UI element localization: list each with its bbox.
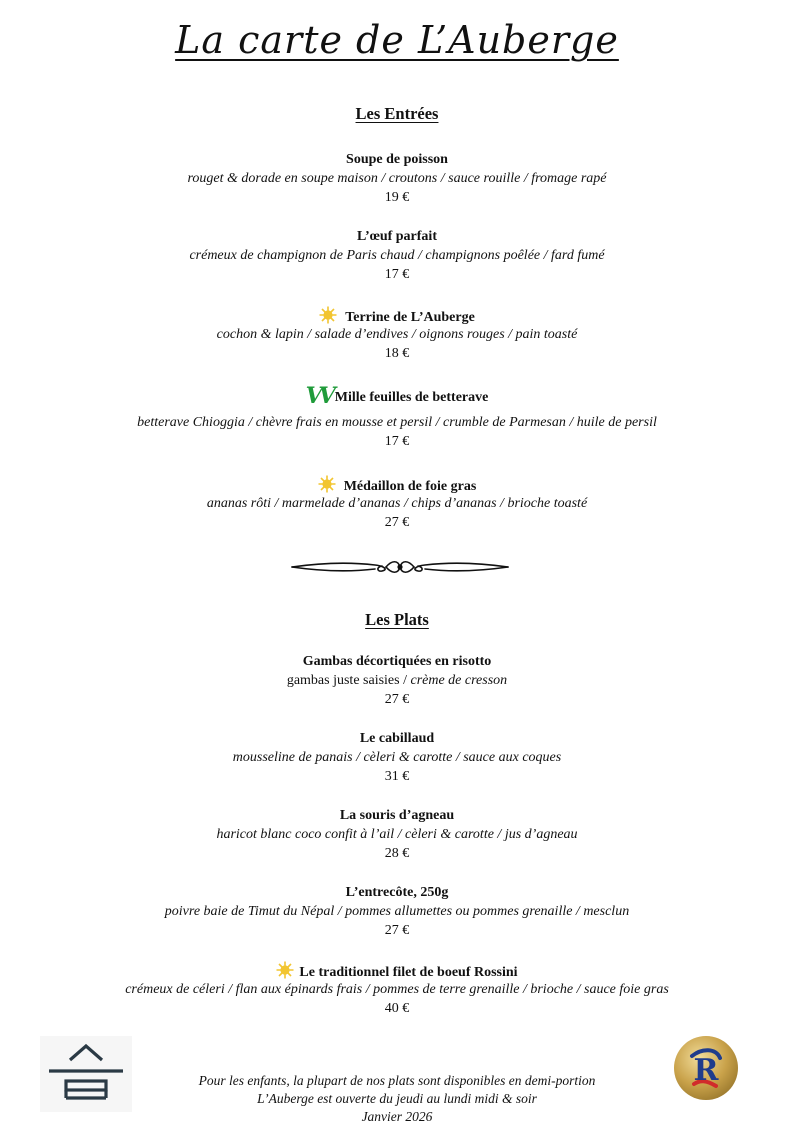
dish-name: Gambas décortiquées en risotto [302,654,492,669]
dish-name: La souris d’agneau [339,808,455,823]
dish-description: mousseline de panais / cèleri & carotte / sauce aux coques [232,750,562,765]
dish-description: ananas rôti / marmelade d’ananas / chips d’ananas / brioche toasté [206,496,588,511]
dish-plat-1 [0,652,794,709]
dish-plat-4 [0,883,794,940]
footer-line-date: Janvier 2026 [361,1109,433,1124]
svg-text:R: R [693,1053,719,1088]
dish-price: 40 € [384,1001,410,1016]
vegetarian-icon: VV [305,383,332,409]
dish-name-row [0,475,794,494]
footer [0,1072,794,1126]
footer-line-hours: L’Auberge est ouverte du jeudi au lundi midi & soir [257,1091,537,1106]
dish-entree-3 [0,306,794,363]
dish-price: 31 € [384,769,410,784]
dish-description: crémeux de céleri / flan aux épinards frais / pommes de terre grenaille / brioche / sauce foie gras [125,982,669,997]
dish-price: 27 € [384,515,410,530]
dish-name-row [0,383,794,413]
section-title-plats: Les Plats [365,610,429,629]
ornamental-divider [290,556,510,578]
dish-name: Le cabillaud [359,731,435,746]
dish-entree-5 [0,475,794,532]
dish-plat-2 [0,729,794,786]
dish-description-plain: gambas juste saisies / [286,673,411,688]
dish-description: haricot blanc coco confit à l’ail / cèleri & carotte / jus d’agneau [216,827,578,842]
dish-plat-3 [0,806,794,863]
dish-description-row [0,671,794,690]
page-title: La carte de L’Auberge [175,18,619,62]
dish-plat-5 [0,961,794,1018]
dish-name: Médaillon de foie gras [343,479,477,494]
dish-description: betterave Chioggia / chèvre frais en mousse et persil / crumble de Parmesan / huile de persil [137,415,657,430]
sun-icon [318,475,336,493]
dish-entree-2 [0,227,794,284]
dish-name: Le traditionnel filet de boeuf Rossini [299,965,518,980]
section-title-entrees: Les Entrées [355,104,439,123]
dish-price: 17 € [384,267,410,282]
dish-name: L’œuf parfait [357,229,437,244]
dish-name: Mille feuilles de betterave [334,390,489,405]
dish-price: 27 € [384,923,410,938]
dish-price: 19 € [384,190,410,205]
dish-entree-4 [0,383,794,451]
dish-name-row [0,306,794,325]
dish-price: 28 € [384,846,410,861]
dish-name: L’entrecôte, 250g [345,885,449,900]
dish-description: crème de cresson [410,673,508,688]
dish-description: rouget & dorade en soupe maison / croutons / sauce rouille / fromage rapé [187,171,607,186]
dish-price: 17 € [384,434,410,449]
dish-name: Terrine de L’Auberge [345,310,475,325]
dish-description: poivre baie de Timut du Népal / pommes allumettes ou pommes grenaille / mesclun [164,904,630,919]
dish-name-row [0,961,794,980]
footer-line-children: Pour les enfants, la plupart de nos plats sont disponibles en demi-portion [198,1073,596,1088]
dish-entree-1 [0,150,794,207]
dish-price: 27 € [384,692,410,707]
dish-description: crémeux de champignon de Paris chaud / champignons poêlée / fard fumé [189,248,605,263]
dish-description: cochon & lapin / salade d’endives / oignons rouges / pain toasté [216,327,578,342]
sun-icon [319,306,337,324]
dish-price: 18 € [384,346,410,361]
dish-name: Soupe de poisson [346,152,448,167]
sun-icon [276,961,294,979]
